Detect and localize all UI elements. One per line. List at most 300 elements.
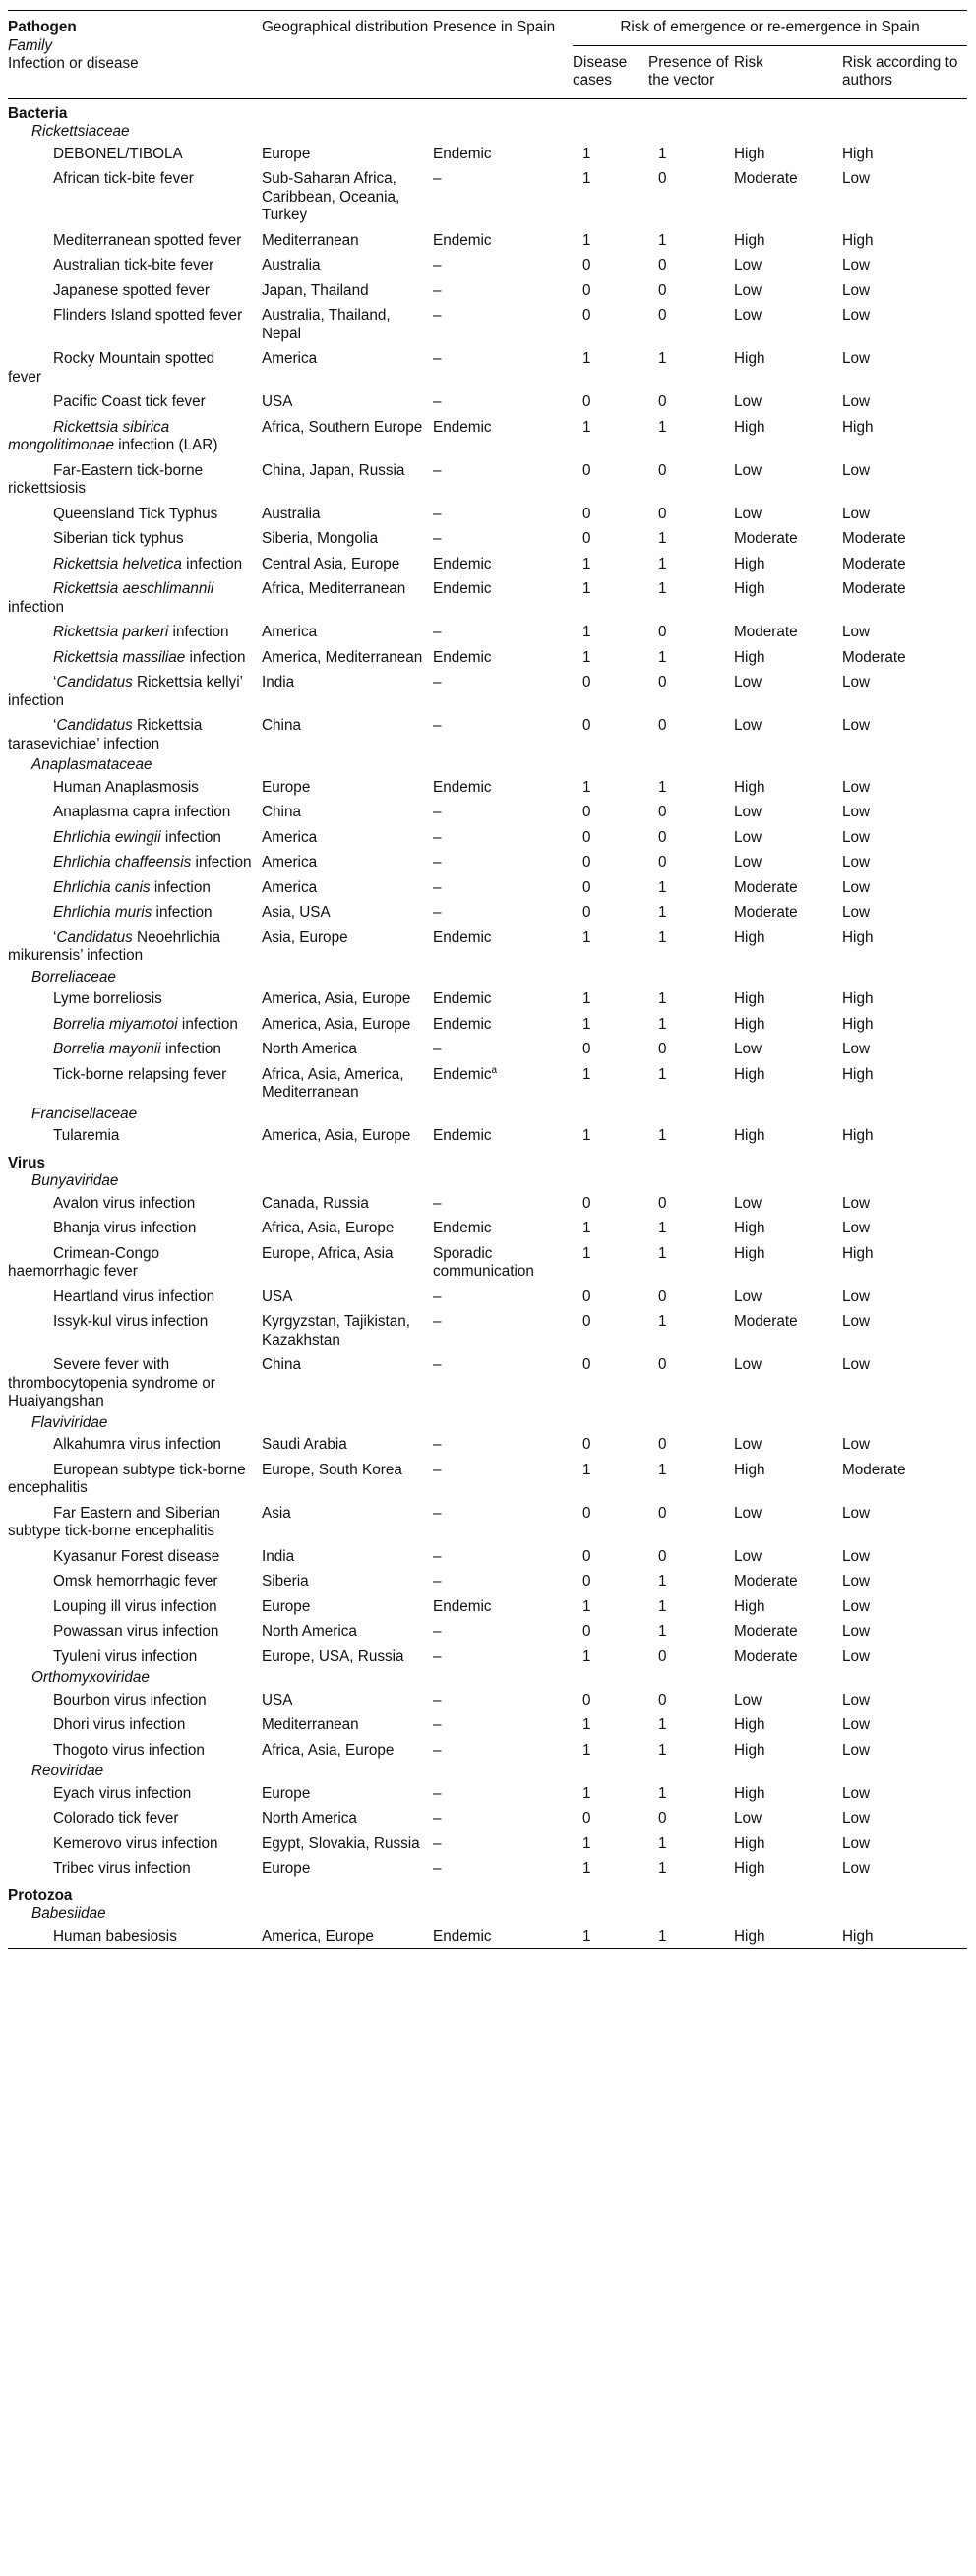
cell-risk-authors: Low bbox=[842, 257, 871, 273]
table-row bbox=[8, 1806, 967, 1831]
infection-name: Queensland Tick Typhus bbox=[53, 505, 218, 522]
presence-value: – bbox=[433, 257, 442, 273]
cell-presence bbox=[433, 1569, 573, 1594]
table-row bbox=[8, 1241, 967, 1285]
table-row bbox=[8, 875, 967, 901]
presence-value: Endemic bbox=[433, 778, 492, 796]
presence-value: Endemic bbox=[433, 1597, 492, 1615]
presence-value: – bbox=[433, 878, 442, 896]
table-row bbox=[8, 278, 967, 304]
cell-presence bbox=[433, 987, 573, 1012]
cell-cases: 1 bbox=[582, 418, 591, 436]
presence-value: – bbox=[433, 530, 442, 547]
cell-geo: Asia bbox=[262, 1504, 291, 1522]
table-row bbox=[8, 1432, 967, 1458]
cell-risk-authors: Low bbox=[842, 1810, 871, 1827]
cell-geo: Europe bbox=[262, 1597, 311, 1615]
cell-risk: Low bbox=[734, 1194, 762, 1212]
presence-value: – bbox=[433, 170, 442, 187]
family-row bbox=[8, 969, 967, 988]
cell-presence bbox=[433, 415, 573, 458]
infection-name-italic: Borrelia miyamotoi bbox=[53, 1015, 178, 1033]
family-row bbox=[8, 1669, 967, 1688]
cell-risk: Low bbox=[734, 804, 762, 820]
cell-risk-authors: Moderate bbox=[842, 530, 906, 547]
infection-name: Tularemia bbox=[53, 1127, 120, 1144]
infection-name-italic: Candidatus bbox=[56, 929, 133, 946]
infection-name-italic: Ehrlichia ewingii bbox=[53, 828, 161, 846]
infection-name: Tick-borne relapsing fever bbox=[53, 1065, 227, 1083]
cell-risk-authors: Low bbox=[842, 1597, 871, 1615]
infection-name-prefix: ‘ bbox=[53, 717, 57, 734]
presence-value: – bbox=[433, 1716, 442, 1733]
family-label: Orthomyxoviridae bbox=[31, 1669, 150, 1686]
cell-cases: 0 bbox=[582, 674, 591, 690]
cell-risk-authors: Low bbox=[842, 1194, 871, 1212]
table-row bbox=[8, 1645, 967, 1670]
cell-presence bbox=[433, 1432, 573, 1458]
presence-value: – bbox=[433, 904, 442, 921]
cell-cases: 1 bbox=[582, 1647, 591, 1665]
table-row bbox=[8, 1738, 967, 1764]
cell-infection bbox=[8, 1458, 262, 1501]
table-row bbox=[8, 987, 967, 1012]
cell-vector: 0 bbox=[658, 505, 667, 522]
cell-risk: Moderate bbox=[734, 1313, 798, 1330]
cell-infection bbox=[8, 228, 262, 254]
family-row bbox=[8, 123, 967, 142]
cell-vector: 1 bbox=[658, 1860, 667, 1877]
table-row bbox=[8, 1037, 967, 1062]
cell-cases: 0 bbox=[582, 1573, 591, 1589]
cell-geo: Saudi Arabia bbox=[262, 1436, 347, 1453]
table-body bbox=[8, 98, 967, 1949]
presence-value: Endemic bbox=[433, 1065, 492, 1083]
table-row bbox=[8, 1544, 967, 1570]
cell-presence bbox=[433, 1352, 573, 1414]
cell-presence bbox=[433, 775, 573, 801]
cell-geo: Europe, Africa, Asia bbox=[262, 1244, 394, 1262]
cell-infection bbox=[8, 620, 262, 645]
cell-risk-authors: High bbox=[842, 1927, 874, 1945]
cell-infection bbox=[8, 1432, 262, 1458]
cell-presence bbox=[433, 1123, 573, 1149]
cell-infection bbox=[8, 645, 262, 671]
cell-vector: 0 bbox=[658, 170, 667, 187]
cell-presence bbox=[433, 875, 573, 901]
cell-vector: 1 bbox=[658, 350, 667, 367]
infection-name-suffix: infection bbox=[185, 648, 246, 666]
cell-presence bbox=[433, 526, 573, 552]
cell-presence bbox=[433, 346, 573, 389]
cell-cases: 1 bbox=[582, 1220, 591, 1236]
cell-infection bbox=[8, 278, 262, 304]
cell-risk-authors: Low bbox=[842, 1288, 871, 1305]
table-row bbox=[8, 228, 967, 254]
presence-value: – bbox=[433, 828, 442, 846]
cell-risk-authors: Low bbox=[842, 624, 871, 640]
cell-risk: High bbox=[734, 1597, 765, 1615]
cell-presence bbox=[433, 389, 573, 415]
cell-cases: 0 bbox=[582, 828, 591, 846]
cell-presence bbox=[433, 1285, 573, 1310]
cell-risk-authors: Low bbox=[842, 1436, 871, 1453]
kingdom-row bbox=[8, 1149, 967, 1173]
cell-risk-authors: Low bbox=[842, 307, 871, 324]
cell-presence bbox=[433, 1645, 573, 1670]
cell-presence bbox=[433, 228, 573, 254]
table-row bbox=[8, 670, 967, 713]
cell-presence bbox=[433, 1924, 573, 1949]
cell-vector: 0 bbox=[658, 461, 667, 479]
presence-value: – bbox=[433, 1834, 442, 1852]
cell-risk: High bbox=[734, 145, 765, 162]
cell-infection bbox=[8, 166, 262, 228]
infection-name: Crimean-Congo haemorrhagic fever bbox=[8, 1244, 159, 1280]
cell-risk: High bbox=[734, 1784, 765, 1802]
cell-presence bbox=[433, 142, 573, 167]
cell-presence bbox=[433, 1688, 573, 1713]
infection-name-italic: Rickettsia massiliae bbox=[53, 648, 186, 666]
cell-presence bbox=[433, 1501, 573, 1544]
cell-cases: 1 bbox=[582, 1597, 591, 1615]
header-pathogen bbox=[8, 11, 262, 99]
cell-infection bbox=[8, 346, 262, 389]
cell-vector: 1 bbox=[658, 1065, 667, 1083]
cell-geo: Europe bbox=[262, 1860, 311, 1877]
cell-cases: 1 bbox=[582, 1244, 591, 1262]
cell-risk-authors: Low bbox=[842, 1041, 871, 1057]
cell-risk: Low bbox=[734, 281, 762, 299]
cell-geo: Africa, Southern Europe bbox=[262, 418, 423, 436]
cell-cases: 0 bbox=[582, 307, 591, 324]
table-row bbox=[8, 1062, 967, 1106]
table-row bbox=[8, 1123, 967, 1149]
cell-risk: Low bbox=[734, 257, 762, 273]
cell-risk: High bbox=[734, 1741, 765, 1759]
cell-risk-authors: Low bbox=[842, 1623, 871, 1640]
cell-presence bbox=[433, 926, 573, 969]
cell-risk: High bbox=[734, 1244, 765, 1262]
table-row bbox=[8, 458, 967, 502]
cell-risk-authors: High bbox=[842, 1244, 874, 1262]
cell-geo: USA bbox=[262, 1691, 293, 1708]
cell-presence bbox=[433, 1544, 573, 1570]
cell-infection bbox=[8, 713, 262, 756]
cell-geo: America bbox=[262, 878, 318, 896]
cell-geo: Sub-Saharan Africa, Caribbean, Oceania, Turkey bbox=[262, 170, 400, 223]
cell-cases: 0 bbox=[582, 1623, 591, 1640]
cell-presence bbox=[433, 1594, 573, 1620]
cell-infection bbox=[8, 1738, 262, 1764]
cell-risk-authors: Low bbox=[842, 828, 871, 846]
cell-vector: 0 bbox=[658, 1356, 667, 1373]
cell-vector: 1 bbox=[658, 1834, 667, 1852]
cell-geo: Kyrgyzstan, Tajikistan, Kazakhstan bbox=[262, 1313, 411, 1348]
cell-vector: 1 bbox=[658, 1127, 667, 1144]
cell-geo: USA bbox=[262, 1288, 293, 1305]
table-row bbox=[8, 142, 967, 167]
cell-presence bbox=[433, 1241, 573, 1285]
cell-cases: 0 bbox=[582, 1356, 591, 1373]
family-label: Anaplasmataceae bbox=[31, 756, 152, 773]
presence-value: – bbox=[433, 674, 442, 690]
table-row bbox=[8, 620, 967, 645]
table-row bbox=[8, 346, 967, 389]
cell-infection bbox=[8, 926, 262, 969]
cell-risk: High bbox=[734, 1927, 765, 1945]
cell-risk-authors: Low bbox=[842, 281, 871, 299]
cell-presence bbox=[433, 1012, 573, 1038]
header-presence: Presence in Spain bbox=[433, 19, 556, 35]
family-row bbox=[8, 1905, 967, 1924]
cell-vector: 0 bbox=[658, 804, 667, 820]
cell-vector: 1 bbox=[658, 555, 667, 572]
table-header bbox=[8, 11, 967, 99]
cell-geo: Africa, Mediterranean bbox=[262, 580, 406, 597]
cell-vector: 1 bbox=[658, 1015, 667, 1033]
family-row bbox=[8, 1414, 967, 1433]
cell-infection bbox=[8, 1594, 262, 1620]
cell-infection bbox=[8, 1191, 262, 1217]
cell-risk: High bbox=[734, 1716, 765, 1733]
cell-cases: 0 bbox=[582, 878, 591, 896]
infection-name: Powassan virus infection bbox=[53, 1623, 219, 1640]
family-label: Flaviviridae bbox=[31, 1413, 108, 1431]
cell-geo: Europe bbox=[262, 778, 311, 796]
infection-name-italic: Rickettsia helvetica bbox=[53, 555, 182, 572]
presence-value: – bbox=[433, 350, 442, 367]
cell-geo: China bbox=[262, 804, 301, 820]
cell-infection bbox=[8, 1352, 262, 1414]
table-row bbox=[8, 253, 967, 278]
cell-infection bbox=[8, 1012, 262, 1038]
cell-vector: 0 bbox=[658, 1194, 667, 1212]
cell-risk-authors: Low bbox=[842, 674, 871, 690]
cell-cases: 1 bbox=[582, 1834, 591, 1852]
cell-vector: 1 bbox=[658, 1784, 667, 1802]
infection-name-suffix: infection bbox=[181, 555, 243, 572]
table-row bbox=[8, 1191, 967, 1217]
table-row bbox=[8, 1781, 967, 1807]
cell-vector: 1 bbox=[658, 1741, 667, 1759]
infection-name: Human Anaplasmosis bbox=[53, 778, 199, 796]
cell-geo: Australia, Thailand, Nepal bbox=[262, 307, 391, 342]
cell-risk-authors: Low bbox=[842, 1220, 871, 1236]
cell-risk-authors: Low bbox=[842, 1547, 871, 1565]
cell-infection bbox=[8, 1712, 262, 1738]
table-row bbox=[8, 1285, 967, 1310]
header-infection-label: Infection or disease bbox=[8, 55, 139, 72]
cell-geo: Europe bbox=[262, 145, 311, 162]
header-geo: Geographical distribution bbox=[262, 19, 429, 35]
cell-risk-authors: Low bbox=[842, 1691, 871, 1708]
cell-risk-authors: Moderate bbox=[842, 648, 906, 666]
infection-name-suffix: infection bbox=[150, 878, 211, 896]
cell-infection bbox=[8, 1924, 262, 1949]
cell-cases: 1 bbox=[582, 350, 591, 367]
family-label: Babesiidae bbox=[31, 1905, 106, 1922]
presence-value: Endemic bbox=[433, 648, 492, 666]
cell-risk-authors: Low bbox=[842, 1834, 871, 1852]
cell-risk: High bbox=[734, 555, 765, 572]
presence-value: Endemic bbox=[433, 1015, 492, 1033]
cell-vector: 0 bbox=[658, 674, 667, 690]
cell-geo: America bbox=[262, 828, 318, 846]
cell-infection bbox=[8, 1062, 262, 1106]
table-row bbox=[8, 526, 967, 552]
cell-cases: 1 bbox=[582, 778, 591, 796]
cell-risk-authors: High bbox=[842, 231, 874, 249]
presence-value: – bbox=[433, 717, 442, 734]
cell-presence bbox=[433, 1309, 573, 1352]
presence-value: – bbox=[433, 1860, 442, 1877]
cell-vector: 1 bbox=[658, 990, 667, 1007]
cell-geo: Africa, Asia, Europe bbox=[262, 1220, 395, 1236]
table-row bbox=[8, 1352, 967, 1414]
cell-risk: Moderate bbox=[734, 1623, 798, 1640]
cell-vector: 0 bbox=[658, 1041, 667, 1057]
infection-name: DEBONEL/TIBOLA bbox=[53, 145, 183, 162]
cell-vector: 0 bbox=[658, 717, 667, 734]
cell-cases: 1 bbox=[582, 145, 591, 162]
cell-risk-authors: Low bbox=[842, 1860, 871, 1877]
infection-name-suffix: Rickettsia kellyi’ infection bbox=[8, 674, 243, 709]
cell-risk-authors: High bbox=[842, 145, 874, 162]
cell-geo: India bbox=[262, 674, 295, 690]
cell-presence bbox=[433, 1806, 573, 1831]
table-row bbox=[8, 303, 967, 346]
cell-infection bbox=[8, 1037, 262, 1062]
table-row bbox=[8, 1501, 967, 1544]
cell-infection bbox=[8, 1241, 262, 1285]
presence-value: Endemic bbox=[433, 418, 492, 436]
header-pathogen-label: Pathogen bbox=[8, 19, 77, 35]
cell-risk: Moderate bbox=[734, 530, 798, 547]
cell-geo: America bbox=[262, 350, 318, 367]
cell-risk-authors: Low bbox=[842, 804, 871, 820]
cell-cases: 0 bbox=[582, 1547, 591, 1565]
cell-vector: 1 bbox=[658, 1244, 667, 1262]
infection-name-italic: Rickettsia aeschlimannii bbox=[53, 580, 214, 597]
cell-infection bbox=[8, 253, 262, 278]
table-row bbox=[8, 850, 967, 875]
table-row bbox=[8, 576, 967, 620]
cell-infection bbox=[8, 1123, 262, 1149]
cell-presence bbox=[433, 1458, 573, 1501]
cell-cases: 1 bbox=[582, 929, 591, 946]
cell-geo: America bbox=[262, 624, 318, 640]
cell-infection bbox=[8, 552, 262, 577]
cell-presence bbox=[433, 1781, 573, 1807]
cell-geo: Europe bbox=[262, 1784, 311, 1802]
cell-risk: Low bbox=[734, 717, 762, 734]
cell-presence bbox=[433, 1216, 573, 1241]
family-row bbox=[8, 756, 967, 775]
cell-vector: 1 bbox=[658, 878, 667, 896]
presence-value: – bbox=[433, 1647, 442, 1665]
cell-geo: Japan, Thailand bbox=[262, 281, 369, 299]
cell-cases: 0 bbox=[582, 1504, 591, 1522]
cell-geo: Mediterranean bbox=[262, 1716, 359, 1733]
cell-geo: China bbox=[262, 1356, 301, 1373]
cell-vector: 1 bbox=[658, 904, 667, 921]
infection-name: Human babesiosis bbox=[53, 1927, 177, 1945]
infection-name: Thogoto virus infection bbox=[53, 1741, 205, 1759]
cell-risk-authors: High bbox=[842, 1015, 874, 1033]
cell-cases: 1 bbox=[582, 1015, 591, 1033]
cell-cases: 1 bbox=[582, 1860, 591, 1877]
cell-risk: High bbox=[734, 418, 765, 436]
cell-geo: North America bbox=[262, 1041, 357, 1057]
cell-cases: 0 bbox=[582, 1313, 591, 1330]
cell-cases: 0 bbox=[582, 804, 591, 820]
cell-presence bbox=[433, 303, 573, 346]
cell-cases: 1 bbox=[582, 990, 591, 1007]
cell-infection bbox=[8, 850, 262, 875]
table-row bbox=[8, 166, 967, 228]
table-row bbox=[8, 1309, 967, 1352]
infection-name-suffix: Rickettsia tarasevichiae’ infection bbox=[8, 717, 203, 752]
table-row bbox=[8, 1831, 967, 1857]
cell-presence bbox=[433, 1037, 573, 1062]
presence-value: – bbox=[433, 1436, 442, 1453]
cell-presence bbox=[433, 670, 573, 713]
infection-name-suffix: infection bbox=[8, 598, 64, 616]
cell-cases: 1 bbox=[582, 1127, 591, 1144]
presence-value: – bbox=[433, 1573, 442, 1589]
cell-risk: Low bbox=[734, 854, 762, 870]
cell-infection bbox=[8, 1619, 262, 1645]
table-row bbox=[8, 389, 967, 415]
infection-name-italic: Ehrlichia canis bbox=[53, 878, 151, 896]
family-label: Rickettsiaceae bbox=[31, 123, 130, 140]
cell-cases: 0 bbox=[582, 1194, 591, 1212]
presence-value: – bbox=[433, 1288, 442, 1305]
cell-infection bbox=[8, 576, 262, 620]
presence-value: – bbox=[433, 1041, 442, 1057]
infection-name: Anaplasma capra infection bbox=[53, 804, 231, 820]
cell-vector: 1 bbox=[658, 1461, 667, 1478]
cell-infection bbox=[8, 987, 262, 1012]
cell-vector: 1 bbox=[658, 1573, 667, 1589]
cell-cases: 0 bbox=[582, 461, 591, 479]
cell-risk-authors: High bbox=[842, 1065, 874, 1083]
presence-value: Endemic bbox=[433, 145, 492, 162]
cell-geo: North America bbox=[262, 1623, 357, 1640]
cell-risk: Low bbox=[734, 674, 762, 690]
cell-infection bbox=[8, 142, 262, 167]
cell-vector: 1 bbox=[658, 1220, 667, 1236]
infection-name-suffix: infection bbox=[160, 1041, 221, 1057]
presence-value: Endemic bbox=[433, 1927, 492, 1945]
cell-geo: China, Japan, Russia bbox=[262, 461, 405, 479]
cell-risk-authors: Low bbox=[842, 878, 871, 896]
cell-risk: High bbox=[734, 1461, 765, 1478]
cell-infection bbox=[8, 900, 262, 926]
cell-vector: 0 bbox=[658, 624, 667, 640]
cell-risk-authors: Low bbox=[842, 1741, 871, 1759]
cell-presence bbox=[433, 1712, 573, 1738]
cell-geo: China bbox=[262, 717, 301, 734]
cell-cases: 0 bbox=[582, 1041, 591, 1057]
cell-risk: High bbox=[734, 648, 765, 666]
presence-value: – bbox=[433, 1313, 442, 1330]
cell-presence bbox=[433, 1831, 573, 1857]
cell-risk-authors: Low bbox=[842, 854, 871, 870]
cell-cases: 1 bbox=[582, 1741, 591, 1759]
cell-cases: 0 bbox=[582, 393, 591, 410]
